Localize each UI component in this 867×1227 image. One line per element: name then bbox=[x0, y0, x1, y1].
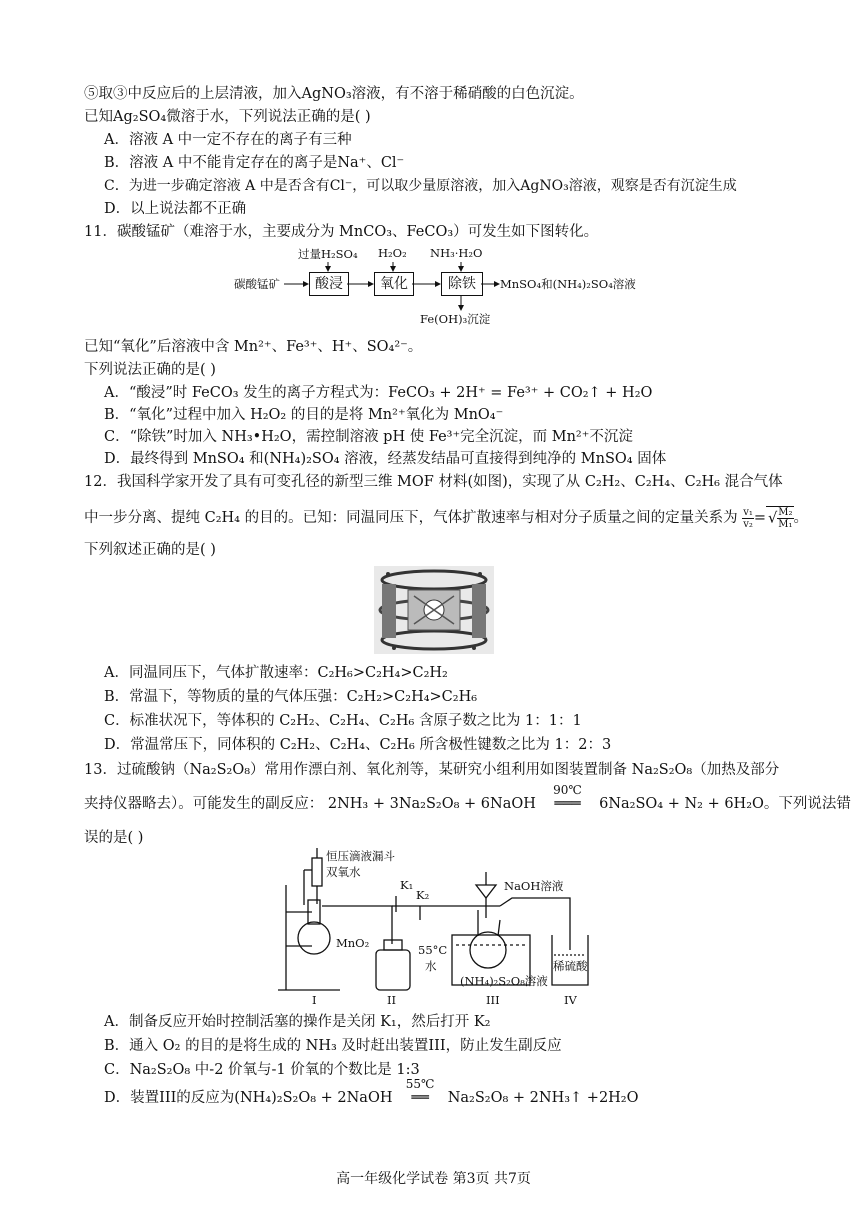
q11-stem: 11．碳酸锰矿（难溶于水，主要成分为 MnCO₃、FeCO₃）可发生如下图转化。 bbox=[84, 224, 599, 240]
q12-period: 。 bbox=[793, 510, 809, 526]
label-device-2: II bbox=[387, 993, 397, 1007]
q13-d-temp: 55℃ bbox=[405, 1077, 435, 1091]
label-h2o2: 双氧水 bbox=[326, 865, 361, 879]
flow-start: 碳酸锰矿 bbox=[234, 277, 280, 291]
label-device-3: III bbox=[486, 993, 500, 1007]
q10-option-b: B．溶液 A 中不能肯定存在的离子是Na⁺、Cl⁻ bbox=[104, 155, 405, 171]
q12-option-b: B．常温下，等物质的量的气体压强：C₂H₂>C₂H₄>C₂H₆ bbox=[104, 689, 478, 705]
side-reaction-condition: 90℃ ═══ bbox=[540, 794, 594, 814]
side-condition-temp: 90℃ bbox=[553, 783, 582, 797]
q13-option-d bbox=[104, 1077, 639, 1108]
label-naoh: NaOH溶液 bbox=[504, 879, 564, 893]
flow-reagent-3: NH₃·H₂O bbox=[430, 246, 483, 260]
q13-option-b: B．通入 O₂ 的目的是将生成的 NH₃ 及时赶出装置III，防止发生副反应 bbox=[104, 1038, 562, 1054]
q13-stem-text-2: 。下列说法错 bbox=[763, 796, 851, 812]
q11-known: 已知“氧化”后溶液中含 Mn²⁺、Fe³⁺、H⁺、SO₄²⁻。 bbox=[84, 339, 423, 355]
label-k2: K₂ bbox=[416, 888, 430, 902]
q13-option-a: A．制备反应开始时控制活塞的操作是关闭 K₁，然后打开 K₂ bbox=[104, 1014, 491, 1030]
label-funnel: 恒压滴液漏斗 bbox=[326, 849, 395, 863]
q10-option-d: D．以上说法都不正确 bbox=[104, 201, 247, 217]
label-water: 水 bbox=[425, 959, 437, 973]
label-k1: K₁ bbox=[400, 878, 414, 892]
q13-d-right: Na₂S₂O₈ + 2NH₃↑ +2H₂O bbox=[447, 1090, 639, 1106]
q11-option-a: A．“酸浸”时 FeCO₃ 发生的离子方程式为：FeCO₃ + 2H⁺ = Fe³⁺ + CO₂↑ + H₂O bbox=[104, 385, 653, 401]
q12-option-c: C．标准状况下，等体积的 C₂H₂、C₂H₄、C₂H₆ 含原子数之比为 1：1：1 bbox=[104, 713, 582, 729]
q12-stem-text: 中一步分离、提纯 C₂H₄ 的目的。已知：同温同压下，气体扩散速率与相对分子质量之间的定量关系为 bbox=[84, 510, 738, 526]
label-device-4: IV bbox=[564, 993, 577, 1007]
q12-option-d: D．常温常压下，同体积的 C₂H₂、C₂H₄、C₂H₆ 所含极性键数之比为 1：2：3 bbox=[104, 737, 612, 753]
q11-option-b: B．“氧化”过程中加入 H₂O₂ 的目的是将 Mn²⁺氧化为 MnO₄⁻ bbox=[104, 407, 504, 423]
sqrt-symbol: √ $\frac{\text{M₂}}{\text{M₁}}$ bbox=[768, 507, 793, 530]
flow-precipitate: Fe(OH)₃沉淀 bbox=[420, 312, 491, 326]
label-temp: 55°C bbox=[418, 943, 448, 957]
frac-m-denominator: M₁ bbox=[778, 519, 793, 530]
q10-known: 已知Ag₂SO₄微溶于水，下列说法正确的是( ) bbox=[84, 109, 371, 125]
frac-m-numerator: M₂ bbox=[778, 507, 793, 518]
q12-option-a: A．同温同压下，气体扩散速率：C₂H₆>C₂H₄>C₂H₂ bbox=[104, 665, 448, 681]
q13-option-c: C．Na₂S₂O₈ 中-2 价氧与-1 价氧的个数比是 1:3 bbox=[104, 1062, 420, 1078]
label-acid: 稀硫酸 bbox=[553, 959, 588, 973]
label-nh4-solution: (NH₄)₂S₂O₈溶液 bbox=[460, 974, 548, 988]
side-reaction-left: 2NH₃ + 3Na₂S₂O₈ + 6NaOH bbox=[327, 796, 536, 812]
q12-stem-line1: 12．我国科学家开发了具有可变孔径的新型三维 MOF 材料(如图)，实现了从 C₂H₂、C₂H₄、C₂H₆ 混合气体 bbox=[84, 474, 783, 490]
flow-box-oxidize: 氧化 bbox=[374, 272, 414, 296]
frac-v-denominator: v₂ bbox=[743, 518, 753, 530]
flow-box-acid-leach: 酸浸 bbox=[309, 272, 349, 296]
q13-stem-line1: 13．过硫酸钠（Na₂S₂O₈）常用作漂白剂、氧化剂等，某研究小组利用如图装置制备 Na₂S₂O₈（加热及部分 bbox=[84, 762, 780, 778]
flow-product: MnSO₄和(NH₄)₂SO₄溶液 bbox=[500, 277, 636, 291]
flow-reagent-1: 过量H₂SO₄ bbox=[298, 247, 358, 261]
page-footer: 高一年级化学试卷 第3页 共7页 bbox=[336, 1171, 531, 1187]
side-reaction-right: 6Na₂SO₄ + N₂ + 6H₂O bbox=[599, 796, 764, 812]
q12-ask: 下列叙述正确的是( ) bbox=[84, 542, 216, 558]
q11-ask: 下列说法正确的是( ) bbox=[84, 362, 216, 378]
q13-d-condition: 55℃ ══ bbox=[397, 1088, 443, 1108]
q11-option-d: D．最终得到 MnSO₄ 和(NH₄)₂SO₄ 溶液，经蒸发结晶可直接得到纯净的 MnSO₄ 固体 bbox=[104, 451, 667, 467]
q10-step5: ⑤取③中反应后的上层清液，加入AgNO₃溶液，有不溶于稀硝酸的白色沉淀。 bbox=[84, 86, 584, 102]
flow-reagent-2: H₂O₂ bbox=[378, 246, 407, 260]
label-device-1: I bbox=[312, 993, 317, 1007]
label-mno2: MnO₂ bbox=[336, 936, 370, 950]
flow-box-remove-iron: 除铁 bbox=[441, 272, 483, 296]
frac-v-numerator: v₁ bbox=[743, 506, 753, 518]
q13-d-left: D．装置III的反应为(NH₄)₂S₂O₈ + 2NaOH bbox=[104, 1090, 393, 1106]
q13-stem-line3: 误的是( ) bbox=[84, 830, 144, 846]
equals-sign: = bbox=[753, 510, 767, 526]
q10-option-c: C．为进一步确定溶液 A 中是否含有Cl⁻，可以取少量原溶液，加入AgNO₃溶液，观察是否有沉淀生成 bbox=[104, 178, 737, 194]
q10-option-a: A．溶液 A 中一定不存在的离子有三种 bbox=[104, 132, 352, 148]
q13-stem-text: 夹持仪器略去）。可能发生的副反应： bbox=[84, 796, 324, 812]
q11-option-c: C．“除铁”时加入 NH₃•H₂O，需控制溶液 pH 使 Fe³⁺完全沉淀，而 Mn²⁺不沉淀 bbox=[104, 429, 633, 445]
